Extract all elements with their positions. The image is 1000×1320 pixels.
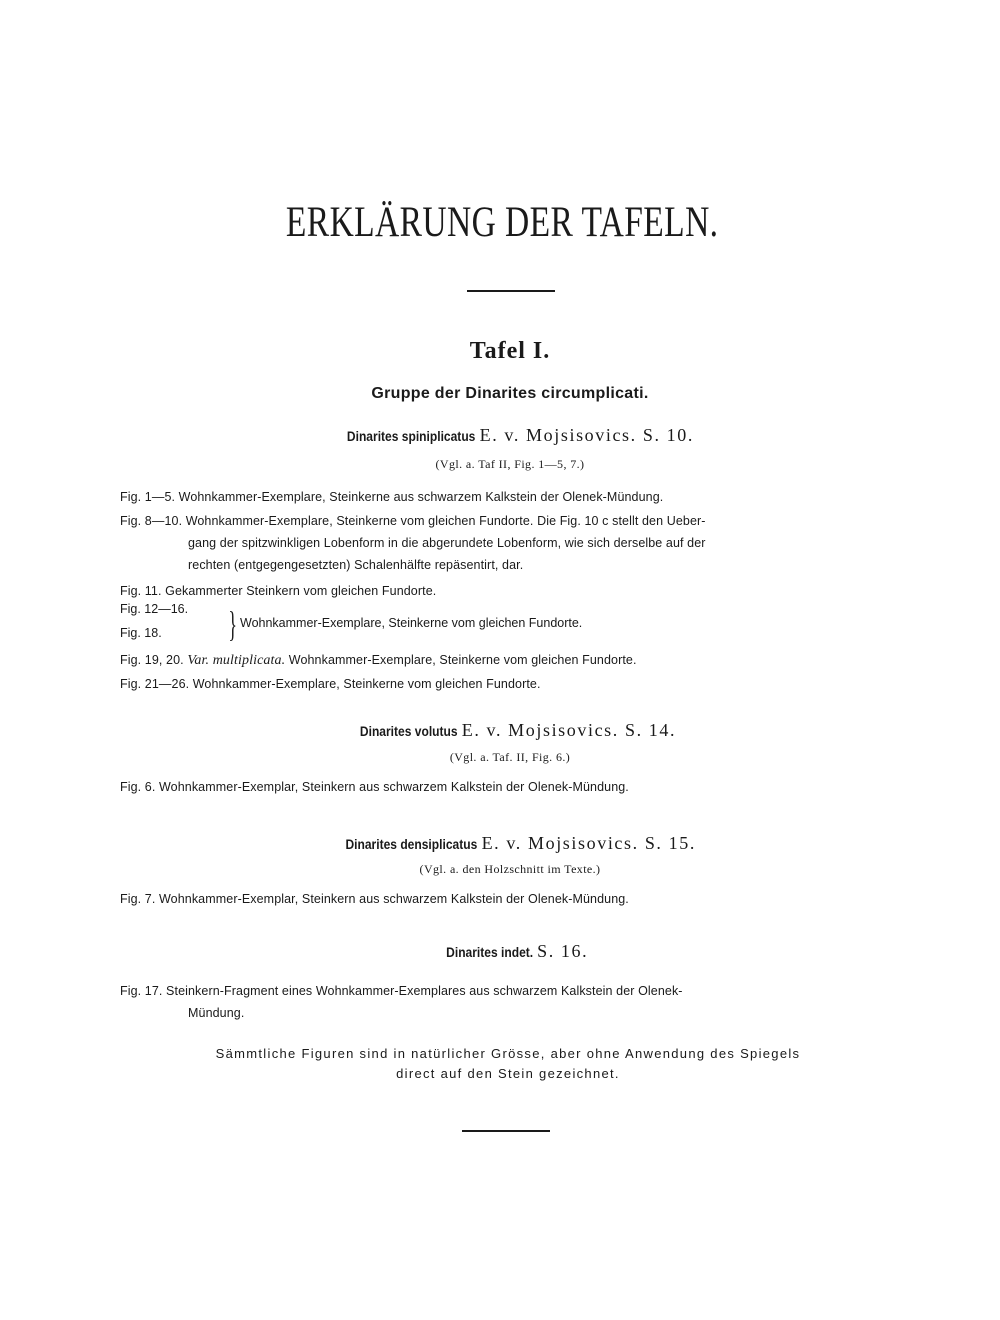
figure-entry-line: rechten (entgegengesetzten) Schalenhälfte repäsentirt, dar. [188,558,524,572]
species-heading-spiniplicatus [0,425,1000,446]
species-heading-indet [0,941,1000,962]
species-author: S. 16. [537,941,589,961]
figure-entry [120,649,900,672]
figure-entry: Fig. 7. Wohnkammer-Exemplar, Steinkern aus schwarzem Kalkstein der Olenek-Mündung. [120,892,629,906]
figure-entry-line: Fig. 8—10. Wohnkammer-Exemplare, Steinkerne vom gleichen Fundorte. Die Fig. 10 c stellt den Ueber- [120,514,706,528]
species-heading-volutus [0,720,1000,741]
species-heading-densiplicatus [0,833,1000,854]
figure-description: Wohnkammer-Exemplare, Steinkerne vom gleichen Fundorte. [288,653,637,667]
closing-note [118,1044,898,1084]
figure-entry-line: Fig. 17. Steinkern-Fragment eines Wohnkammer-Exemplares aus schwarzem Kalkstein der Olenek- [120,984,683,998]
figure-label: Fig. 19, 20. [120,653,184,667]
figure-entry [120,510,900,576]
figure-entry: Fig. 1—5. Wohnkammer-Exemplare, Steinkerne aus schwarzem Kalkstein der Olenek-Mündung. [120,490,664,504]
title-divider [467,290,555,292]
brace-icon: } [228,604,237,644]
variety-name: Var. multiplicata. [187,653,286,668]
group-heading: Gruppe der Dinarites circumplicati. [371,385,649,402]
species-reference: (Vgl. a. den Holzschnitt im Texte.) [419,862,601,876]
figure-entry: Fig. 21—26. Wohnkammer-Exemplare, Steinkerne vom gleichen Fundorte. [120,677,541,691]
species-author: E. v. Mojsisovics. S. 10. [479,425,694,445]
species-author: E. v. Mojsisovics. S. 15. [481,833,696,853]
species-name: Dinarites volutus [359,723,458,739]
closing-note-line: Sämmtliche Figuren sind in natürlicher Grösse, aber ohne Anwendung des Spiegels [215,1046,801,1061]
figure-entry-line: Mündung. [188,1006,245,1020]
page-title: ERKLÄRUNG DER TAFELN. [285,199,719,246]
figure-label: Fig. 12—16. [120,602,189,616]
closing-note-line: direct auf den Stein gezeichnet. [396,1066,620,1081]
figure-description: Wohnkammer-Exemplare, Steinkerne vom gleichen Fundorte. [240,616,583,630]
species-name: Dinarites spiniplicatus [346,428,476,444]
species-name: Dinarites densiplicatus [345,836,478,852]
figure-label: Fig. 18. [120,626,162,640]
species-reference: (Vgl. a. Taf. II, Fig. 6.) [449,750,571,764]
end-divider [462,1130,550,1132]
species-name: Dinarites indet. [445,944,533,960]
figure-entry: Fig. 11. Gekammerter Steinkern vom gleichen Fundorte. [120,584,437,598]
species-reference: (Vgl. a. Taf II, Fig. 1—5, 7.) [435,457,585,471]
figure-entry-grouped [120,602,900,648]
figure-entry-line: gang der spitzwinkligen Lobenform in die abgerundete Lobenform, wie sich derselbe auf der [188,536,706,550]
figure-entry: Fig. 6. Wohnkammer-Exemplar, Steinkern aus schwarzem Kalkstein der Olenek-Mündung. [120,780,629,794]
plate-heading: Tafel I. [469,338,551,364]
figure-entry [120,980,900,1024]
species-author: E. v. Mojsisovics. S. 14. [461,720,677,740]
